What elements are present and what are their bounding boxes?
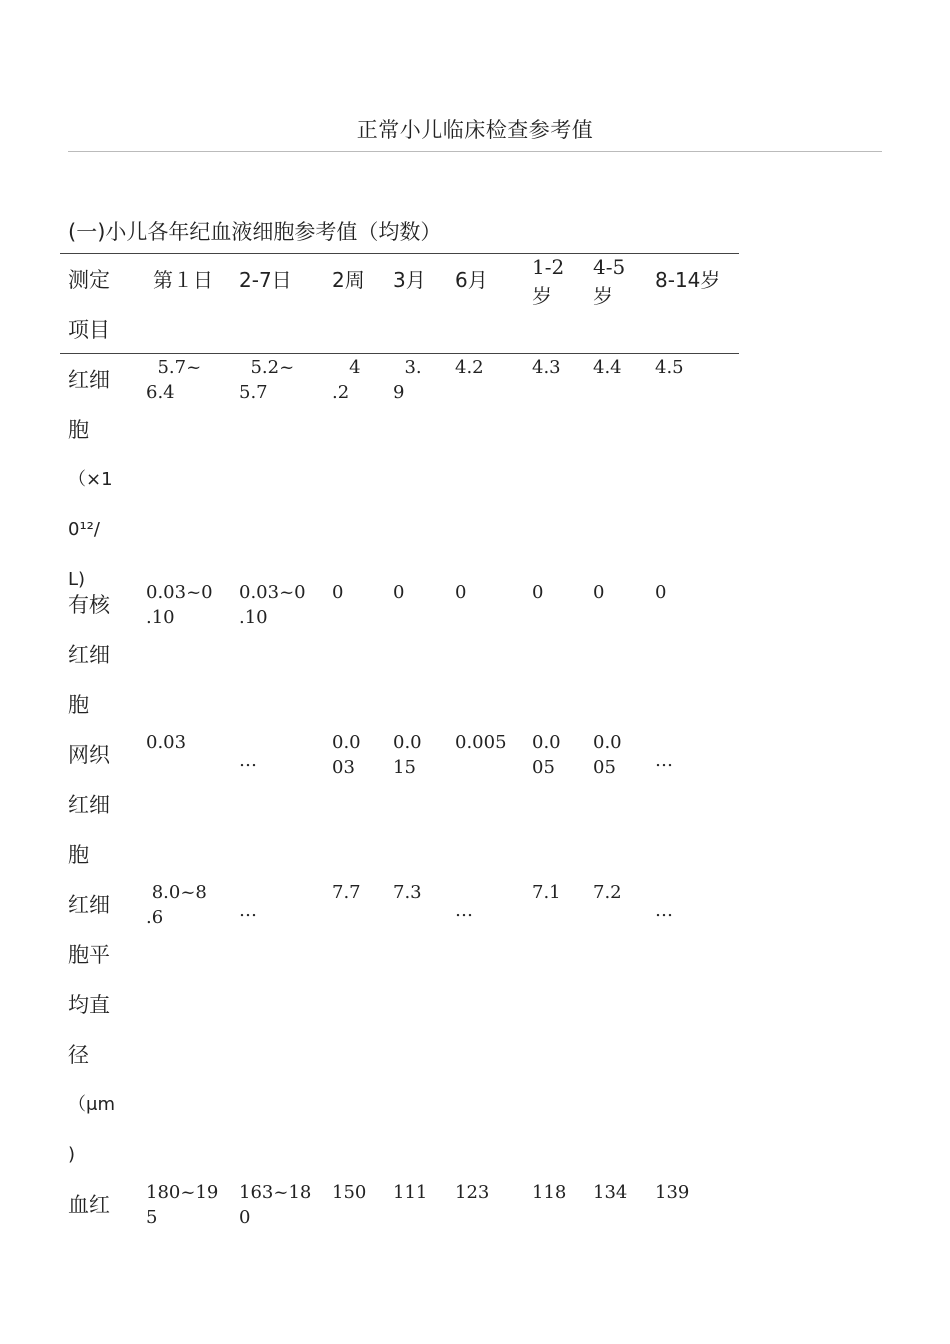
row-label	[68, 880, 138, 1180]
cell-line: 4.4	[593, 357, 622, 378]
table-cell	[239, 1180, 311, 1230]
table-cell	[455, 730, 507, 755]
cell-line: …	[455, 900, 473, 921]
cell-line: 4.3	[532, 357, 561, 378]
cell-line: .10	[239, 607, 268, 628]
table-cell	[593, 580, 604, 605]
header-col-month6: 6月	[455, 268, 488, 292]
header-item-line2: 项目	[68, 318, 110, 342]
table-cell	[655, 580, 666, 605]
cell-line: 123	[455, 1182, 490, 1203]
cell-line: 5	[146, 1207, 158, 1228]
row-label-line: 有核	[68, 593, 110, 617]
table-cell	[146, 730, 186, 755]
row-label-line: （×1	[68, 469, 113, 490]
table-cell	[332, 580, 343, 605]
row-label-line: 0¹²/	[68, 519, 100, 540]
table-cell	[332, 1180, 366, 1205]
cell-line: 163~18	[239, 1182, 312, 1203]
row-label-line: 红细	[68, 643, 110, 667]
header-col-age8-14: 8-14岁	[655, 268, 721, 292]
table-top-rule	[60, 253, 739, 254]
table-cell	[239, 898, 257, 923]
cell-line: 0	[455, 582, 467, 603]
header-col-age4-5-line2: 岁	[593, 284, 613, 308]
row-label-line: （μm	[68, 1094, 115, 1115]
cell-line: 0.0	[393, 732, 422, 753]
cell-line: 5.7	[239, 382, 268, 403]
cell-line: 0.03	[146, 732, 187, 753]
table-cell	[146, 880, 207, 930]
cell-line: 0.03~0	[239, 582, 306, 603]
cell-line: 03	[332, 757, 355, 778]
cell-line: 4.2	[455, 357, 484, 378]
cell-line: 0.005	[455, 732, 507, 753]
table-cell	[593, 730, 622, 780]
cell-line: 9	[393, 382, 405, 403]
cell-line: 180~19	[146, 1182, 219, 1203]
cell-line: 4	[332, 357, 361, 378]
table-cell	[393, 355, 422, 405]
table-cell	[593, 880, 622, 905]
cell-line: 7.1	[532, 882, 561, 903]
table-cell	[146, 580, 213, 630]
cell-line: 7.7	[332, 882, 361, 903]
cell-line: 8.0~8	[146, 882, 207, 903]
table-cell	[332, 355, 361, 405]
header-col-month3: 3月	[393, 268, 426, 292]
cell-line: …	[655, 900, 673, 921]
row-label-line: 胞	[68, 418, 89, 442]
table-cell	[655, 355, 684, 380]
header-item-label	[68, 255, 110, 355]
table-cell	[532, 880, 561, 905]
table-cell	[532, 355, 561, 380]
cell-line: 3.	[393, 357, 422, 378]
cell-line: 118	[532, 1182, 567, 1203]
cell-line: 0	[593, 582, 605, 603]
row-label-line: 均直	[68, 993, 110, 1017]
cell-line: 5.7~	[146, 357, 202, 378]
table-cell	[393, 580, 404, 605]
table-cell	[146, 1180, 218, 1230]
cell-line: 05	[593, 757, 616, 778]
table-cell	[532, 580, 543, 605]
row-label-line: 胞平	[68, 943, 110, 967]
cell-line: 05	[532, 757, 555, 778]
page-title: 正常小儿临床检查参考值	[356, 118, 594, 142]
cell-line: 150	[332, 1182, 367, 1203]
row-label-line: 胞	[68, 843, 89, 867]
table-cell	[239, 355, 294, 405]
cell-line: 0	[532, 582, 544, 603]
row-label-line: 红细	[68, 893, 110, 917]
table-cell	[239, 748, 257, 773]
cell-line: 0.03~0	[146, 582, 213, 603]
cell-line: 0.0	[532, 732, 561, 753]
header-col-age1-2-line2: 岁	[532, 284, 552, 308]
header-col-age1-2	[532, 255, 564, 309]
row-label-line: )	[68, 1144, 76, 1165]
row-label	[68, 1180, 138, 1230]
table-cell	[393, 1180, 427, 1205]
title-divider	[68, 151, 882, 152]
cell-line: …	[655, 750, 673, 771]
table-cell	[593, 1180, 627, 1205]
header-col-age1-2-line1: 1-2	[532, 255, 565, 279]
header-col-day2-7: 2-7日	[239, 268, 292, 292]
table-cell	[532, 730, 561, 780]
cell-line: 4.5	[655, 357, 684, 378]
table-cell	[532, 1180, 566, 1205]
row-label	[68, 730, 138, 880]
section-title: (一)小儿各年纪血液细胞参考值（均数）	[68, 220, 442, 244]
row-label-line: 网织	[68, 743, 110, 767]
table-cell	[655, 748, 673, 773]
table-cell	[332, 730, 361, 780]
cell-line: 0	[332, 582, 344, 603]
table-cell	[239, 580, 306, 630]
table-cell	[332, 880, 361, 905]
table-cell	[393, 880, 422, 905]
cell-line: .6	[146, 907, 164, 928]
row-label-line: 胞	[68, 693, 89, 717]
header-bottom-rule	[60, 353, 739, 354]
table-cell	[455, 898, 473, 923]
cell-line: .2	[332, 382, 350, 403]
header-col-day1: 第１日	[153, 268, 213, 292]
cell-line: 0	[393, 582, 405, 603]
cell-line: 15	[393, 757, 416, 778]
row-label-line: 红细	[68, 793, 110, 817]
cell-line: 6.4	[146, 382, 175, 403]
header-col-age4-5	[593, 255, 625, 309]
table-cell	[593, 355, 622, 380]
row-label-line: 径	[68, 1043, 89, 1067]
cell-line: 139	[655, 1182, 690, 1203]
cell-line: .10	[146, 607, 175, 628]
table-cell	[455, 580, 466, 605]
table-cell	[655, 898, 673, 923]
cell-line: 0.0	[332, 732, 361, 753]
row-label	[68, 355, 138, 605]
row-label	[68, 580, 138, 730]
cell-line: 111	[393, 1182, 428, 1203]
row-label-line: 血红	[68, 1193, 110, 1217]
header-item-line1: 测定	[68, 268, 110, 292]
table-cell	[455, 1180, 489, 1205]
row-label-line: L)	[68, 569, 86, 590]
cell-line: …	[239, 900, 257, 921]
table-cell	[146, 355, 201, 405]
table-cell	[393, 730, 422, 780]
cell-line: 7.2	[593, 882, 622, 903]
cell-line: 5.2~	[239, 357, 295, 378]
cell-line: …	[239, 750, 257, 771]
table-cell	[655, 1180, 689, 1205]
cell-line: 134	[593, 1182, 628, 1203]
cell-line: 0	[655, 582, 667, 603]
header-col-age4-5-line1: 4-5	[593, 255, 626, 279]
cell-line: 0.0	[593, 732, 622, 753]
cell-line: 7.3	[393, 882, 422, 903]
table-cell	[455, 355, 484, 380]
cell-line: 0	[239, 1207, 251, 1228]
header-col-week2: 2周	[332, 268, 365, 292]
row-label-line: 红细	[68, 368, 110, 392]
